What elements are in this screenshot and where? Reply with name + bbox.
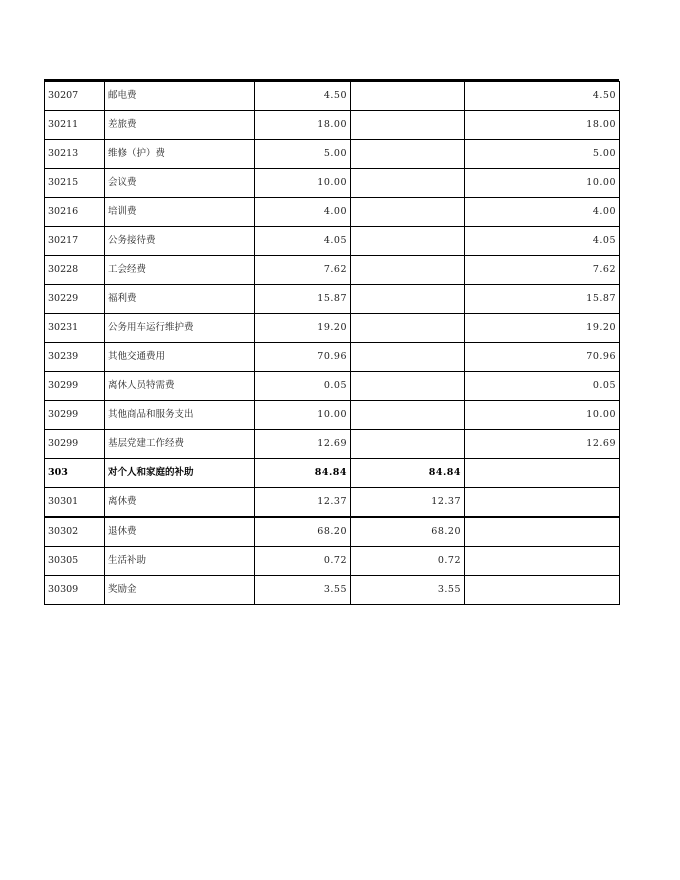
table-row — [45, 256, 620, 285]
basic-expenditure-cell: 3.55 — [351, 576, 465, 605]
total-amount-cell: 12.37 — [255, 488, 351, 518]
basic-expenditure-cell: 0.72 — [351, 547, 465, 576]
table-row — [45, 401, 620, 430]
total-amount-cell: 7.62 — [255, 256, 351, 285]
economic-code-cell: 30231 — [45, 314, 105, 343]
economic-code-cell: 303 — [45, 459, 105, 488]
economic-code-cell: 30299 — [45, 401, 105, 430]
economic-code-cell: 30302 — [45, 517, 105, 547]
total-amount-cell: 70.96 — [255, 343, 351, 372]
item-name-cell: 离休费 — [105, 488, 255, 518]
basic-expenditure-cell — [351, 169, 465, 198]
table-row — [45, 459, 620, 488]
total-amount-cell: 4.50 — [255, 82, 351, 111]
basic-expenditure-cell — [351, 430, 465, 459]
project-expenditure-cell: 18.00 — [465, 111, 620, 140]
basic-expenditure-cell: 12.37 — [351, 488, 465, 518]
item-name-cell: 奖励金 — [105, 576, 255, 605]
project-expenditure-cell — [465, 547, 620, 576]
economic-code-cell: 30228 — [45, 256, 105, 285]
item-name-cell: 维修（护）费 — [105, 140, 255, 169]
item-name-cell: 离休人员特需费 — [105, 372, 255, 401]
basic-expenditure-cell — [351, 111, 465, 140]
table-row — [45, 227, 620, 256]
expenditure-table-sheet — [44, 79, 619, 605]
economic-code-cell: 30211 — [45, 111, 105, 140]
item-name-cell: 福利费 — [105, 285, 255, 314]
economic-code-cell: 30301 — [45, 488, 105, 518]
table-row — [45, 111, 620, 140]
item-name-cell: 对个人和家庭的补助 — [105, 459, 255, 488]
basic-expenditure-cell — [351, 401, 465, 430]
project-expenditure-cell: 7.62 — [465, 256, 620, 285]
table-row — [45, 576, 620, 605]
basic-expenditure-cell — [351, 198, 465, 227]
item-name-cell: 工会经费 — [105, 256, 255, 285]
total-amount-cell: 18.00 — [255, 111, 351, 140]
total-amount-cell: 4.00 — [255, 198, 351, 227]
economic-code-cell: 30216 — [45, 198, 105, 227]
total-amount-cell: 5.00 — [255, 140, 351, 169]
total-amount-cell: 0.05 — [255, 372, 351, 401]
item-name-cell: 其他商品和服务支出 — [105, 401, 255, 430]
item-name-cell: 差旅费 — [105, 111, 255, 140]
item-name-cell: 基层党建工作经费 — [105, 430, 255, 459]
project-expenditure-cell: 70.96 — [465, 343, 620, 372]
item-name-cell: 其他交通费用 — [105, 343, 255, 372]
expenditure-table — [44, 81, 620, 605]
table-row — [45, 140, 620, 169]
item-name-cell: 会议费 — [105, 169, 255, 198]
economic-code-cell: 30239 — [45, 343, 105, 372]
economic-code-cell: 30229 — [45, 285, 105, 314]
item-name-cell: 培训费 — [105, 198, 255, 227]
total-amount-cell: 10.00 — [255, 401, 351, 430]
project-expenditure-cell — [465, 488, 620, 518]
basic-expenditure-cell — [351, 227, 465, 256]
total-amount-cell: 84.84 — [255, 459, 351, 488]
economic-code-cell: 30215 — [45, 169, 105, 198]
table-row — [45, 82, 620, 111]
total-amount-cell: 12.69 — [255, 430, 351, 459]
project-expenditure-cell: 4.50 — [465, 82, 620, 111]
basic-expenditure-cell — [351, 343, 465, 372]
economic-code-cell: 30207 — [45, 82, 105, 111]
table-row — [45, 198, 620, 227]
item-name-cell: 生活补助 — [105, 547, 255, 576]
project-expenditure-cell: 0.05 — [465, 372, 620, 401]
economic-code-cell: 30299 — [45, 372, 105, 401]
economic-code-cell: 30299 — [45, 430, 105, 459]
table-row — [45, 517, 620, 547]
basic-expenditure-cell — [351, 82, 465, 111]
project-expenditure-cell: 12.69 — [465, 430, 620, 459]
total-amount-cell: 3.55 — [255, 576, 351, 605]
basic-expenditure-cell — [351, 140, 465, 169]
project-expenditure-cell: 10.00 — [465, 401, 620, 430]
project-expenditure-cell: 10.00 — [465, 169, 620, 198]
basic-expenditure-cell — [351, 314, 465, 343]
total-amount-cell: 68.20 — [255, 517, 351, 547]
total-amount-cell: 10.00 — [255, 169, 351, 198]
economic-code-cell: 30217 — [45, 227, 105, 256]
basic-expenditure-cell — [351, 256, 465, 285]
table-row — [45, 343, 620, 372]
table-body — [45, 82, 620, 605]
basic-expenditure-cell — [351, 372, 465, 401]
item-name-cell: 退休费 — [105, 517, 255, 547]
project-expenditure-cell: 19.20 — [465, 314, 620, 343]
table-row — [45, 314, 620, 343]
project-expenditure-cell: 5.00 — [465, 140, 620, 169]
basic-expenditure-cell: 68.20 — [351, 517, 465, 547]
economic-code-cell: 30309 — [45, 576, 105, 605]
project-expenditure-cell — [465, 459, 620, 488]
table-row — [45, 285, 620, 314]
project-expenditure-cell: 4.00 — [465, 198, 620, 227]
economic-code-cell: 30305 — [45, 547, 105, 576]
table-row — [45, 547, 620, 576]
total-amount-cell: 0.72 — [255, 547, 351, 576]
table-row — [45, 169, 620, 198]
project-expenditure-cell: 15.87 — [465, 285, 620, 314]
table-row — [45, 430, 620, 459]
total-amount-cell: 4.05 — [255, 227, 351, 256]
economic-code-cell: 30213 — [45, 140, 105, 169]
item-name-cell: 公务接待费 — [105, 227, 255, 256]
total-amount-cell: 19.20 — [255, 314, 351, 343]
project-expenditure-cell: 4.05 — [465, 227, 620, 256]
item-name-cell: 公务用车运行维护费 — [105, 314, 255, 343]
project-expenditure-cell — [465, 517, 620, 547]
project-expenditure-cell — [465, 576, 620, 605]
basic-expenditure-cell — [351, 285, 465, 314]
table-row — [45, 488, 620, 518]
total-amount-cell: 15.87 — [255, 285, 351, 314]
basic-expenditure-cell: 84.84 — [351, 459, 465, 488]
item-name-cell: 邮电费 — [105, 82, 255, 111]
table-row — [45, 372, 620, 401]
